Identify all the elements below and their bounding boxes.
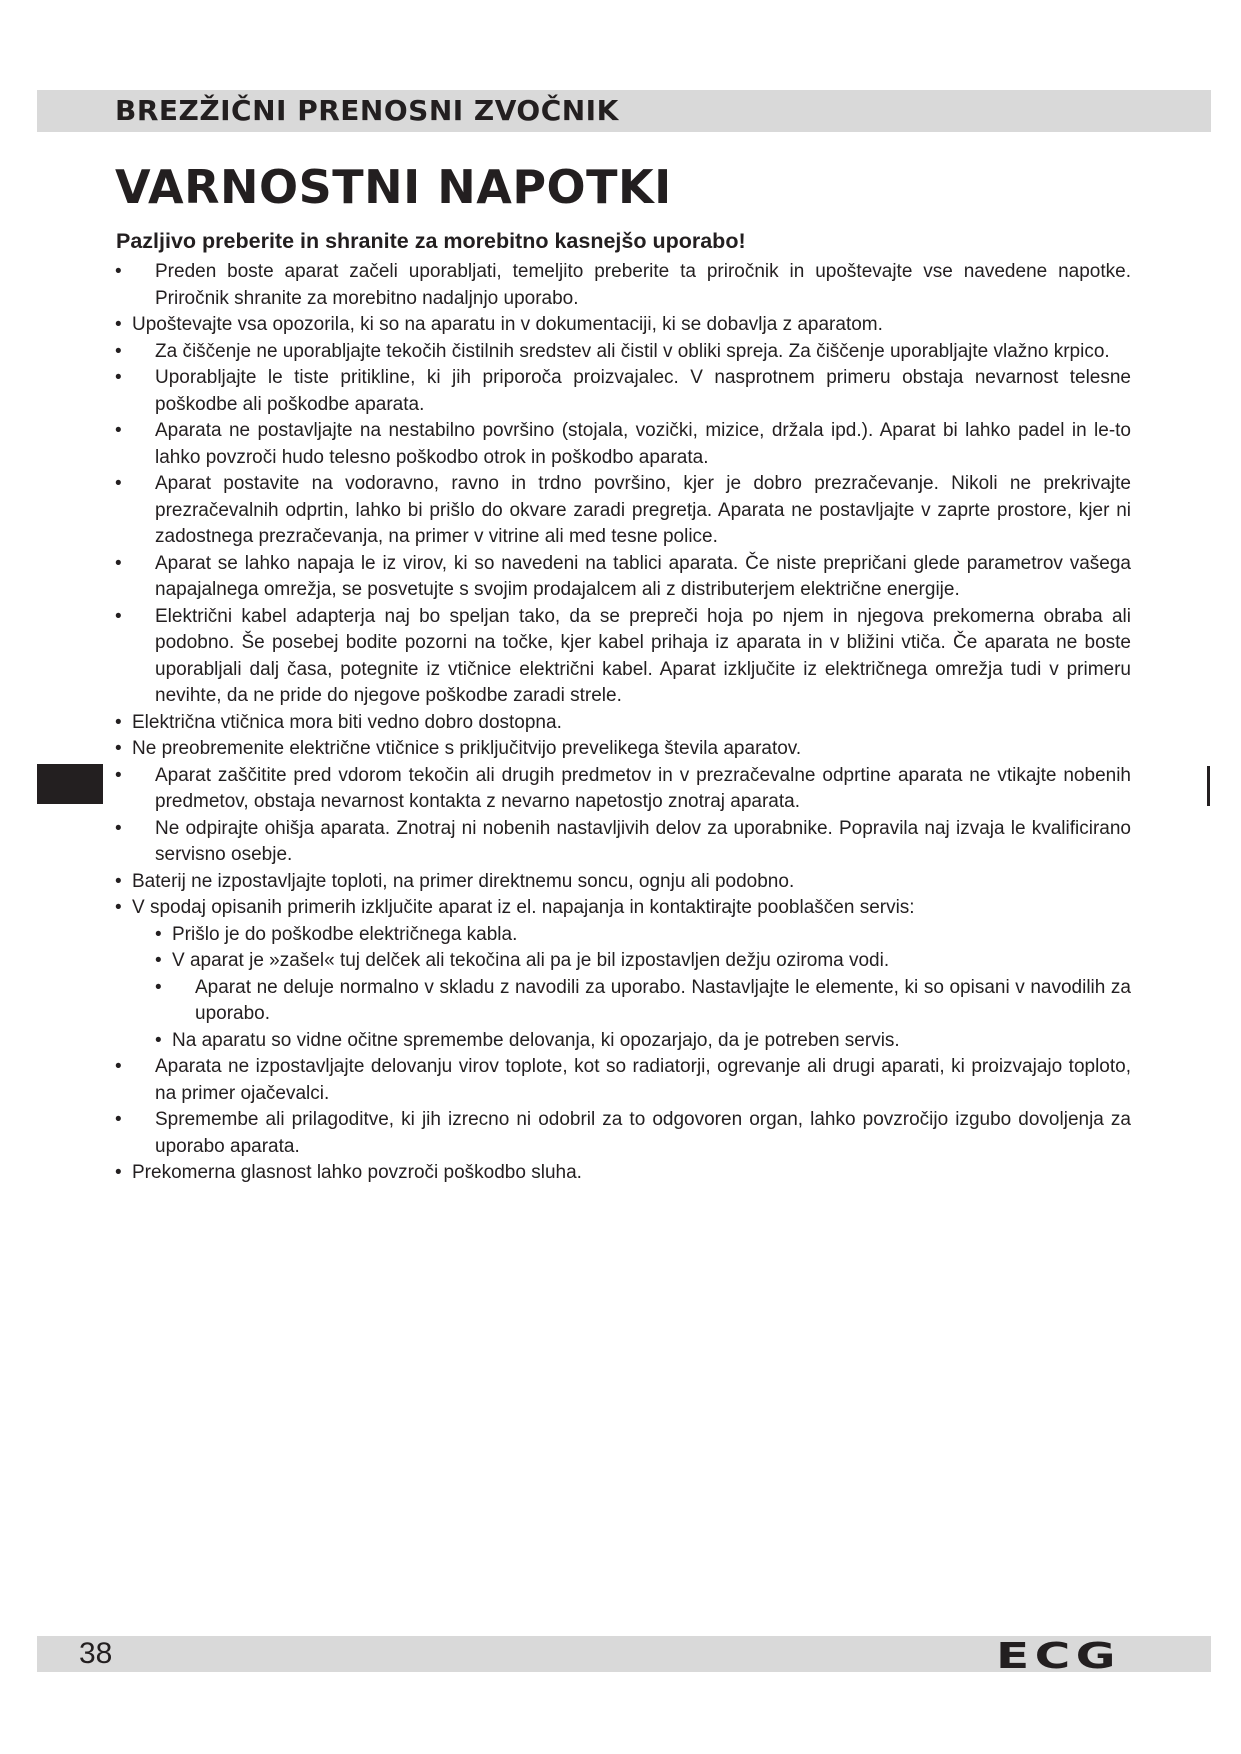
list-item: • Aparata ne izpostavljajte delovanju virov toplote, kot so radiatorji, ogrevanje ali drugi aparati, ki proizvajajo toploto, na primer ojačevalci. — [115, 1054, 1131, 1107]
list-item: • Spremembe ali prilagoditve, ki jih izrecno ni odobril za to odgovoren organ, lahko povzročijo izgubo dovoljenja za uporabo aparata. — [115, 1107, 1131, 1160]
sub-list-item: • Na aparatu so vidne očitne spremembe delovanja, ki opozarjajo, da je potreben servis. — [155, 1028, 1131, 1055]
service-conditions-list — [155, 922, 1131, 1055]
list-item: • Aparat se lahko napaja le iz virov, ki so navedeni na tablici aparata. Če niste prepričani glede parametrov vašega napajalnega omrežja, se posvetujte s svojim prodajalcem ali z distributerjem električne energije. — [115, 551, 1131, 604]
ecg-logo: ECG — [996, 1636, 1121, 1677]
list-item: • Aparat postavite na vodoravno, ravno in trdno površino, kjer je dobro prezračevanje. Nikoli ne prekrivajte prezračevalnih odprtin, lahko bi prišlo do okvare zaradi pregretja. Aparata ne postavljajte v zaprte prostore, kjer ni zadostnega prezračevanja, na primer v vitrine ali med tesne police. — [115, 471, 1131, 551]
instruction-list — [115, 259, 1131, 922]
sub-list-item: • Aparat ne deluje normalno v skladu z navodili za uporabo. Nastavljajte le elemente, ki so opisani v navodilih za uporabo. — [155, 975, 1131, 1028]
sub-list-item: • Prišlo je do poškodbe električnega kabla. — [155, 922, 1131, 949]
list-item: • Ne preobremenite električne vtičnice s priključitvijo prevelikega števila aparatov. — [115, 736, 1131, 763]
safety-instructions — [115, 259, 1131, 1187]
intro-text: Pazljivo preberite in shranite za morebitno kasnejšo uporabo! — [116, 229, 746, 253]
list-item: • Električna vtičnica mora biti vedno dobro dostopna. — [115, 710, 1131, 737]
page-number: 38 — [79, 1637, 113, 1670]
list-item: • Prekomerna glasnost lahko povzroči poškodbo sluha. — [115, 1160, 1131, 1187]
instruction-list-continued — [115, 1054, 1131, 1187]
header-bar — [37, 90, 1211, 132]
list-item: • Aparat zaščitite pred vdorom tekočin ali drugih predmetov in v prezračevalne odprtine aparata ne vtikajte nobenih predmetov, obstaja nevarnost kontakta z nevarno napetostjo znotraj aparata. — [115, 763, 1131, 816]
margin-marker-line — [1207, 766, 1210, 806]
list-item: • Aparata ne postavljajte na nestabilno površino (stojala, vozički, mizice, držala ipd.). Aparat bi lahko padel in le-to lahko povzroči hudo telesno poškodbo otrok in poškodbo aparata. — [115, 418, 1131, 471]
list-item: • Baterij ne izpostavljajte toploti, na primer direktnemu soncu, ognju ali podobno. — [115, 869, 1131, 896]
list-item: • Za čiščenje ne uporabljajte tekočih čistilnih sredstev ali čistil v obliki spreja. Za čiščenje uporabljajte vlažno krpico. — [115, 339, 1131, 366]
list-item: • V spodaj opisanih primerih izključite aparat iz el. napajanja in kontaktirajte pooblaščen servis: — [115, 895, 1131, 922]
page-title: VARNOSTNI NAPOTKI — [115, 160, 672, 214]
sub-list-item: • V aparat je »zašel« tuj delček ali tekočina ali pa je bil izpostavljen dežju oziroma vodi. — [155, 948, 1131, 975]
list-item: • Električni kabel adapterja naj bo speljan tako, da se prepreči hoja po njem in njegova prekomerna obraba ali podobno. Še posebej bodite pozorni na točke, kjer kabel prihaja iz aparata in v bližini vtiča. Če aparata ne boste uporabljali dalj časa, potegnite iz vtičnice električni kabel. Aparat izključite iz električnega omrežja tudi v primeru nevihte, da ne pride do njegove poškodbe zaradi strele. — [115, 604, 1131, 710]
list-item: • Preden boste aparat začeli uporabljati, temeljito preberite ta priročnik in upoštevajte vse navedene napotke. Priročnik shranite za morebitno nadaljnjo uporabo. — [115, 259, 1131, 312]
section-header-title: BREZŽIČNI PRENOSNI ZVOČNIK — [115, 94, 619, 127]
language-tab-marker — [37, 764, 103, 804]
list-item: • Ne odpirajte ohišja aparata. Znotraj ni nobenih nastavljivih delov za uporabnike. Popravila naj izvaja le kvalificirano servisno osebje. — [115, 816, 1131, 869]
list-item: • Upoštevajte vsa opozorila, ki so na aparatu in v dokumentaciji, ki se dobavlja z aparatom. — [115, 312, 1131, 339]
list-item: • Uporabljajte le tiste pritikline, ki jih priporoča proizvajalec. V nasprotnem primeru obstaja nevarnost telesne poškodbe ali poškodbe aparata. — [115, 365, 1131, 418]
